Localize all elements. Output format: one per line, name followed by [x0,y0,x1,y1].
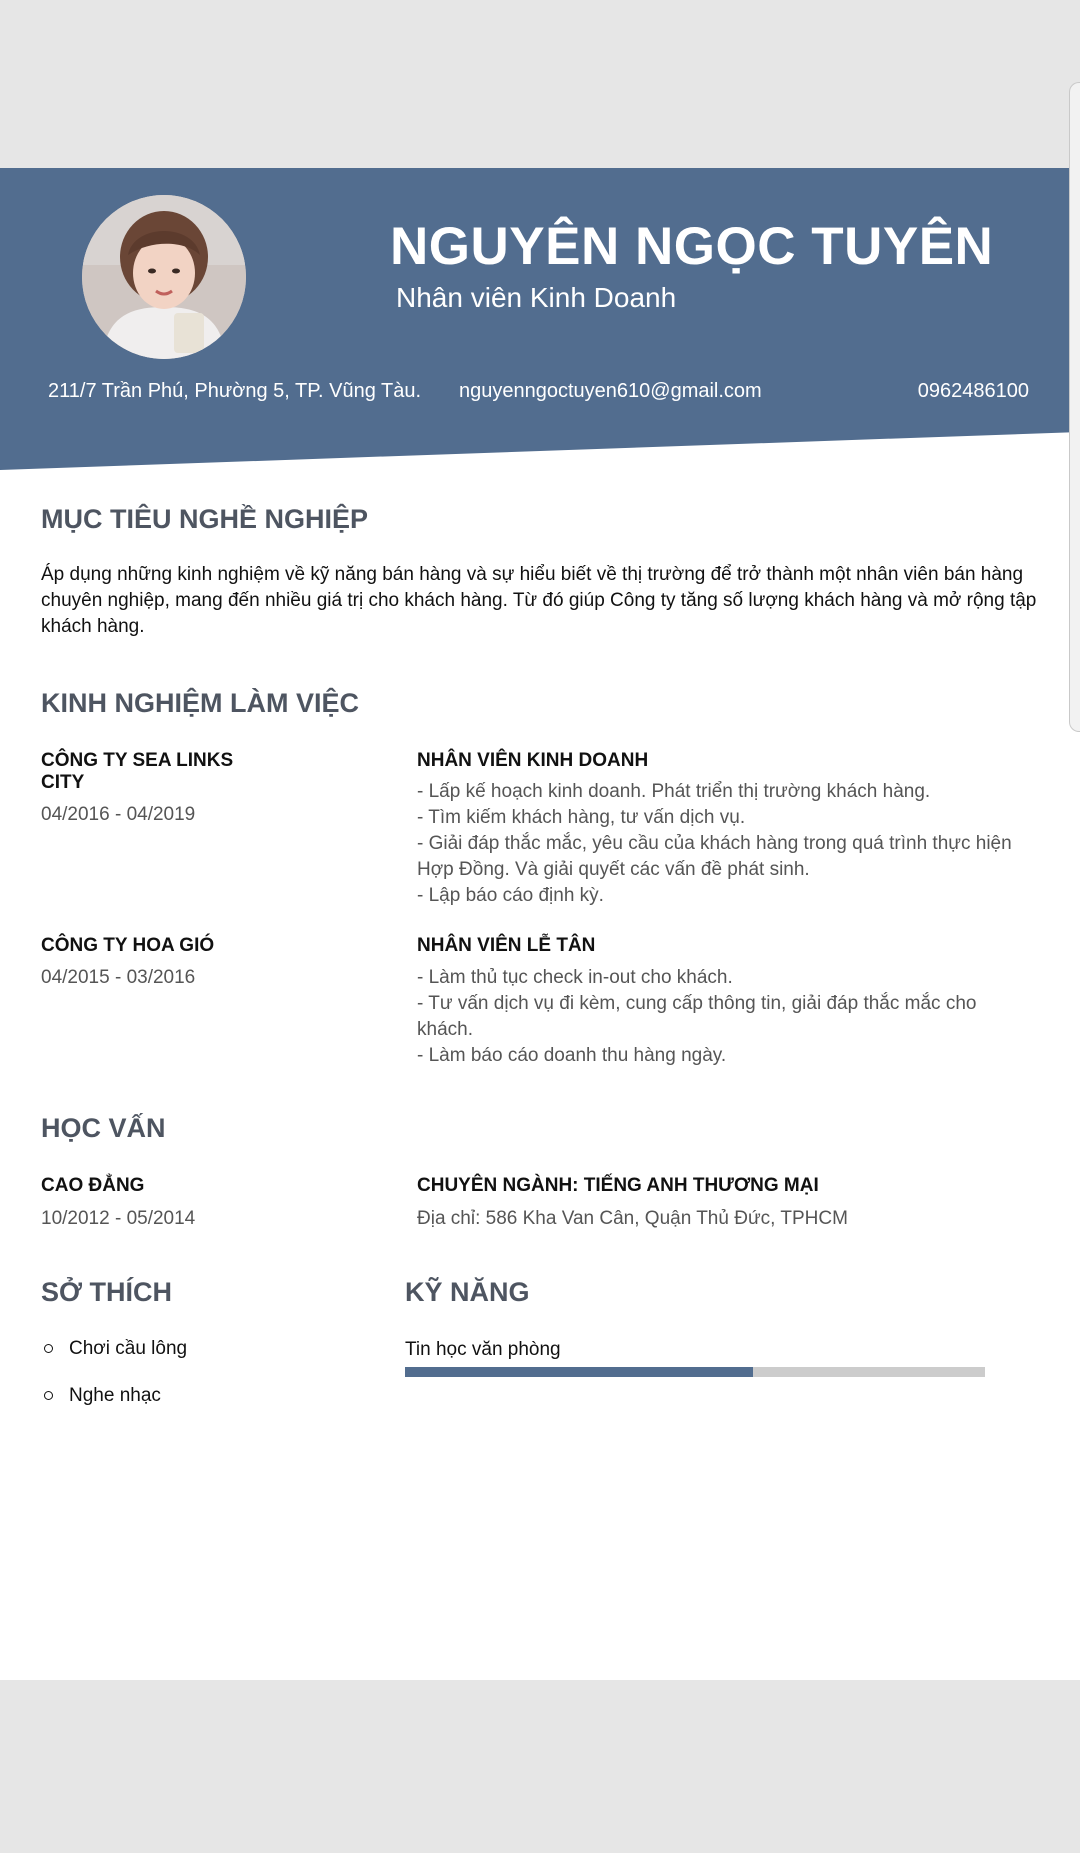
objective-text: Áp dụng những kinh nghiệm về kỹ năng bán hàng và sự hiểu biết về thị trường để trở thành một nhân viên bán hàng chuyên nghiệp, mang đến nhiều giá trị cho khách hàng. Từ đó giúp Công ty tăng số lượng khách hàng và mở rộng tập khách hàng. [41,564,1037,637]
skill-bar [405,1367,985,1377]
duty-item: - Tư vấn dịch vụ đi kèm, cung cấp thông tin, giải đáp thắc mắc cho khách. [417,993,977,1040]
skills-title: KỸ NĂNG [405,1277,530,1307]
duty-item: - Làm báo cáo doanh thu hàng ngày. [417,1045,727,1066]
education-dates: 10/2012 - 05/2014 [41,1208,196,1229]
experience-position: NHÂN VIÊN LỄ TÂN [417,935,596,956]
experience-dates: 04/2016 - 04/2019 [41,804,196,825]
candidate-name: NGUYÊN NGỌC TUYÊN [390,217,994,276]
contact-email: nguyenngoctuyen610@gmail.com [459,380,762,402]
duty-item: - Tìm kiếm khách hàng, tư vấn dịch vụ. [417,807,746,828]
experience-position: NHÂN VIÊN KINH DOANH [417,750,649,771]
hobby-label: Chơi cầu lông [69,1338,188,1359]
experience-duties [417,965,1037,1069]
hobbies-title: SỞ THÍCH [41,1277,173,1307]
contact-address: 211/7 Trần Phú, Phường 5, TP. Vũng Tàu. [48,380,422,402]
duty-item: - Lập báo cáo định kỳ. [417,885,604,906]
experience-duties [417,779,1037,909]
avatar-photo [82,195,246,359]
hobby-label: Nghe nhạc [69,1385,161,1406]
avatar [82,195,246,359]
hobby-item [41,1385,187,1432]
skill-label: Tin học văn phòng [405,1339,561,1360]
scroll-handle[interactable] [1069,82,1080,732]
hobby-item [41,1338,187,1385]
duty-item: - Giải đáp thắc mắc, yêu cầu của khách hàng trong quá trình thực hiện Hợp Đồng. Và giải quyết các vấn đề phát sinh. [417,833,1012,880]
education-address: Địa chỉ: 586 Kha Van Cân, Quận Thủ Đức, TPHCM [417,1208,848,1229]
hobbies-list [41,1338,187,1432]
education-major: CHUYÊN NGÀNH: TIẾNG ANH THƯƠNG MẠI [417,1175,819,1196]
experience-dates: 04/2015 - 03/2016 [41,967,196,988]
bullet-icon [44,1344,53,1353]
experience-company: CÔNG TY HOA GIÓ [41,935,215,956]
resume-page [0,168,1080,1680]
duty-item: - Lấp kế hoạch kinh doanh. Phát triển thị trường khách hàng. [417,781,931,802]
bullet-icon [44,1391,53,1400]
objective-title: MỤC TIÊU NGHỀ NGHIỆP [41,504,369,534]
duty-item: - Làm thủ tục check in-out cho khách. [417,967,733,988]
education-degree: CAO ĐẲNG [41,1175,145,1196]
education-title: HỌC VẤN [41,1113,166,1143]
skill-bar-fill [405,1367,753,1377]
candidate-job-title: Nhân viên Kinh Doanh [396,282,677,313]
experience-title: KINH NGHIỆM LÀM VIỆC [41,688,360,718]
contact-phone: 0962486100 [917,380,1029,402]
experience-company: CÔNG TY SEA LINKS CITY [41,750,234,793]
